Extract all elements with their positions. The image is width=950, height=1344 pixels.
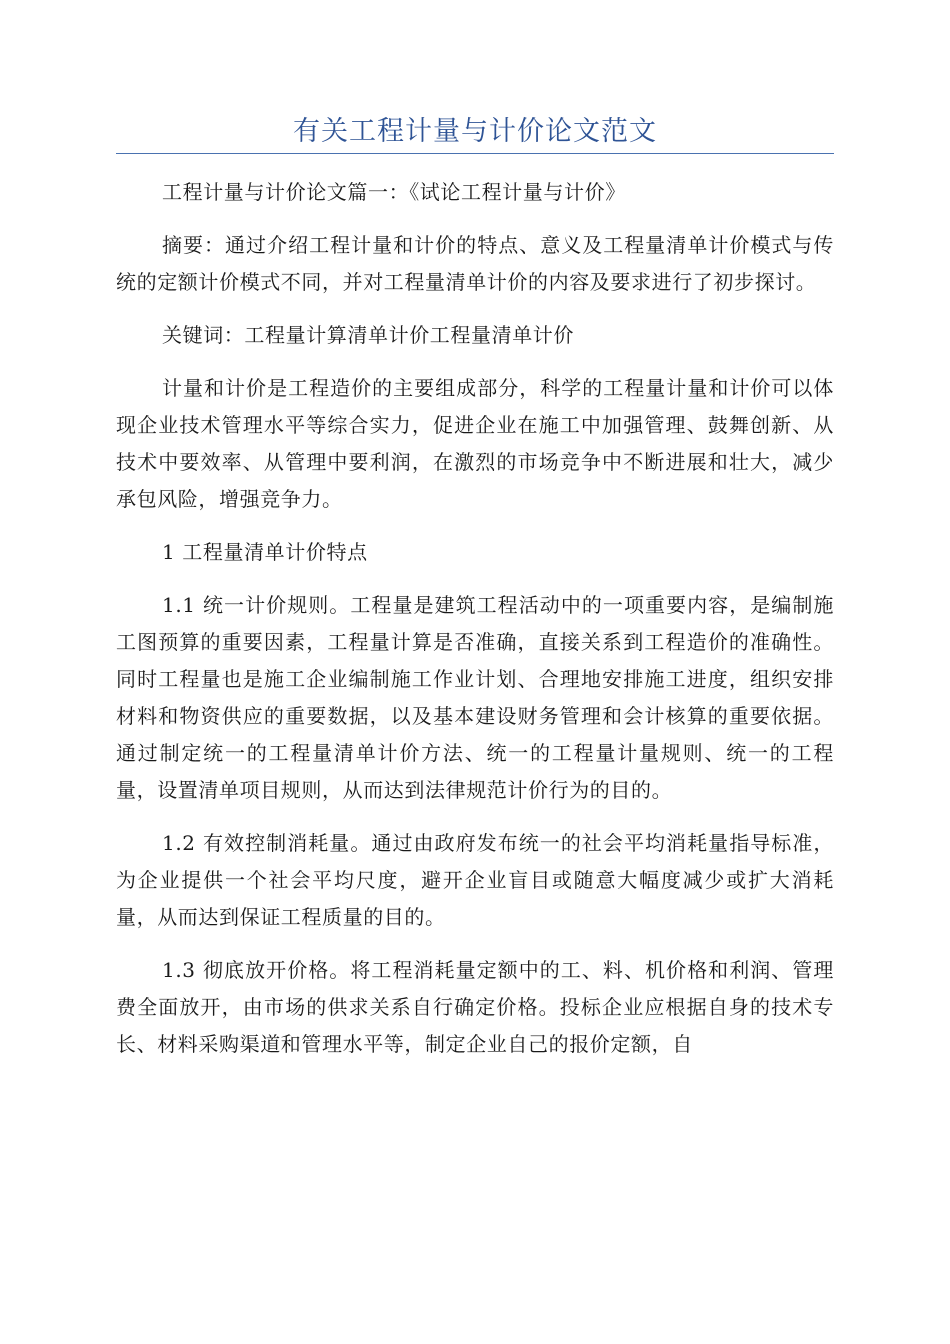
paragraph-1-3: 1.3 彻底放开价格。将工程消耗量定额中的工、料、机价格和利润、管理费全面放开，由市场的供求关系自行确定价格。投标企业应根据自身的技术专长、材料采购渠道和管理水平等，制定企业自己的报价定额，自	[116, 958, 834, 1056]
section-heading-1: 1 工程量清单计价特点	[162, 540, 368, 564]
paragraph-subtitle: 工程计量与计价论文篇一：《试论工程计量与计价》	[162, 180, 626, 204]
document-title: 有关工程计量与计价论文范文	[293, 116, 657, 147]
document-page	[116, 110, 834, 1079]
paragraph-intro: 计量和计价是工程造价的主要组成部分，科学的工程量计量和计价可以体现企业技术管理水平等综合实力，促进企业在施工中加强管理、鼓舞创新、从技术中要效率、从管理中要利润，在激烈的市场竞争中不断进展和壮大，减少承包风险，增强竞争力。	[116, 376, 834, 511]
paragraph-abstract: 摘要：通过介绍工程计量和计价的特点、意义及工程量清单计价模式与传统的定额计价模式不同，并对工程量清单计价的内容及要求进行了初步探讨。	[116, 233, 834, 294]
title-underline	[116, 153, 834, 154]
paragraph-1-1: 1.1 统一计价规则。工程量是建筑工程活动中的一项重要内容，是编制施工图预算的重要因素，工程量计算是否准确，直接关系到工程造价的准确性。同时工程量也是施工企业编制施工作业计划、合理地安排施工进度，组织安排材料和物资供应的重要数据，以及基本建设财务管理和会计核算的重要依据。通过制定统一的工程量清单计价方法、统一的工程量计量规则、统一的工程量，设置清单项目规则，从而达到法律规范计价行为的目的。	[116, 593, 834, 802]
paragraph-keywords: 关键词：工程量计算清单计价工程量清单计价	[162, 323, 574, 347]
paragraph-1-2: 1.2 有效控制消耗量。通过由政府发布统一的社会平均消耗量指导标准，为企业提供一个社会平均尺度，避开企业盲目或随意大幅度减少或扩大消耗量，从而达到保证工程质量的目的。	[116, 831, 834, 929]
